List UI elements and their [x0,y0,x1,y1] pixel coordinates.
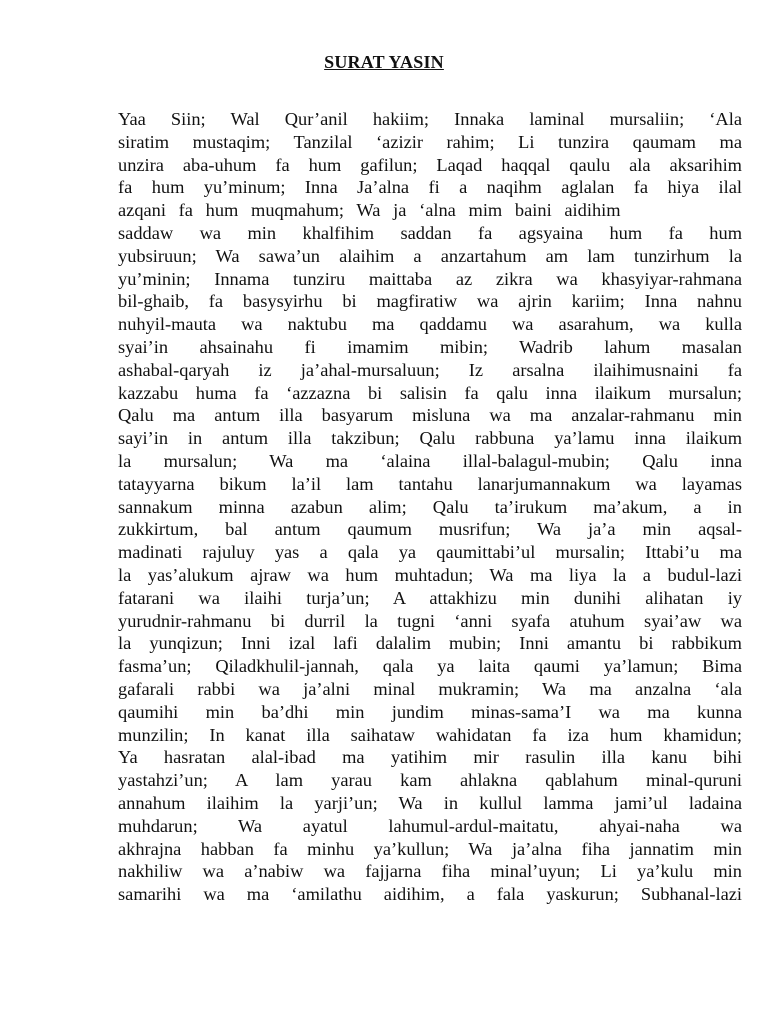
text-line: saddaw wa min khalfihim saddan fa agsyaina hum fa hum [118,222,742,243]
text-line: Yaa Siin; Wal Qur’anil hakiim; Innaka laminal mursaliin; ‘Ala [118,109,742,129]
text-line: la yunqizun; Inni izal lafi dalalim mubin; Inni amantu bi rabbikum [118,633,742,654]
text-line: akhrajna habban fa minhu ya’kullun; Wa ja’alna fiha jannatim min [118,838,742,859]
text-line: syai’in ahsainahu fi imamim mibin; Wadrib lahum masalan [118,336,742,357]
text-line: madinati rajuluy yas a qala ya qaumittabi’ul mursalin; Ittabi’u ma [118,542,742,563]
text-line: kazzabu huma fa ‘azzazna bi salisin fa qalu inna ilaikum mursalun; [118,382,742,403]
text-line: muhdarun; Wa ayatul lahumul-ardul-maitatu, ahyai-naha wa [118,815,742,836]
text-line: la yas’alukum ajraw wa hum muhtadun; Wa ma liya la a budul-lazi [118,564,742,585]
text-line: la mursalun; Wa ma ‘alaina illal-balagul-mubin; Qalu inna [118,450,742,471]
text-line: gafarali rabbi wa ja’alni minal mukramin; Wa ma anzalna ‘ala [118,678,742,699]
text-line: nakhiliw wa a’nabiw wa fajjarna fiha minal’uyun; Li ya’kulu min [118,861,742,882]
text-line: nuhyil-mauta wa naktubu ma qaddamu wa asarahum, wa kulla [118,314,742,335]
text-line: sannakum minna azabun alim; Qalu ta’irukum ma’akum, a in [118,496,742,517]
text-line: sayi’in in antum illa takzibun; Qalu rabbuna ya’lamu inna ilaikum [118,428,742,449]
text-line: qaumihi min ba’dhi min jundim minas-sama’I wa ma kunna [118,701,742,722]
text-line: Qalu ma antum illa basyarum misluna wa ma anzalar-rahmanu min [118,405,742,426]
text-line: azqani fa hum muqmahum; Wa ja ‘alna mim baini aidihim [118,200,621,221]
text-line: ashabal-qaryah iz ja’ahal-mursaluun; Iz arsalna ilaihimusnaini fa [118,359,742,380]
text-line: samarihi wa ma ‘amilathu aidihim, a fala yaskurun; Subhanal-lazi [118,884,742,905]
text-line: zukkirtum, bal antum qaumum musrifun; Wa ja’a min aqsal- [118,519,742,540]
document-body [118,108,742,906]
text-line: yu’minin; Innama tunziru maittaba az zikra wa khasyiyar-rahmana [118,268,742,289]
document-title: SURAT YASIN [324,52,444,72]
text-line: annahum ilaihim la yarji’un; Wa in kullul lamma jami’ul ladaina [118,792,742,813]
text-line: bil-ghaib, fa basysyirhu bi magfiratiw wa ajrin kariim; Inna nahnu [118,291,742,312]
text-line: yurudnir-rahmanu bi durril la tugni ‘anni syafa atuhum syai’aw wa [118,610,742,631]
text-line: Ya hasratan alal-ibad ma yatihim mir rasulin illa kanu bihi [118,747,742,768]
text-line: unzira aba-uhum fa hum gafilun; Laqad haqqal qaulu ala aksarihim [118,154,742,175]
text-line: yubsiruun; Wa sawa’un alaihim a anzartahum am lam tunzirhum la [118,245,742,266]
text-line: fa hum yu’minum; Inna Ja’alna fi a naqihm aglalan fa hiya ilal [118,177,742,198]
text-line: yastahzi’un; A lam yarau kam ahlakna qablahum minal-quruni [118,770,742,791]
text-line: munzilin; In kanat illa saihataw wahidatan fa iza hum khamidun; [118,724,742,745]
text-line: fasma’un; Qiladkhulil-jannah, qala ya laita qaumi ya’lamun; Bima [118,656,742,677]
text-line: siratim mustaqim; Tanzilal ‘azizir rahim; Li tunzira qaumam ma [118,131,742,152]
text-line: fatarani wa ilaihi turja’un; A attakhizu min dunihi alihatan iy [118,587,742,608]
text-line: tatayyarna bikum la’il lam tantahu lanarjumannakum wa layamas [118,473,742,494]
